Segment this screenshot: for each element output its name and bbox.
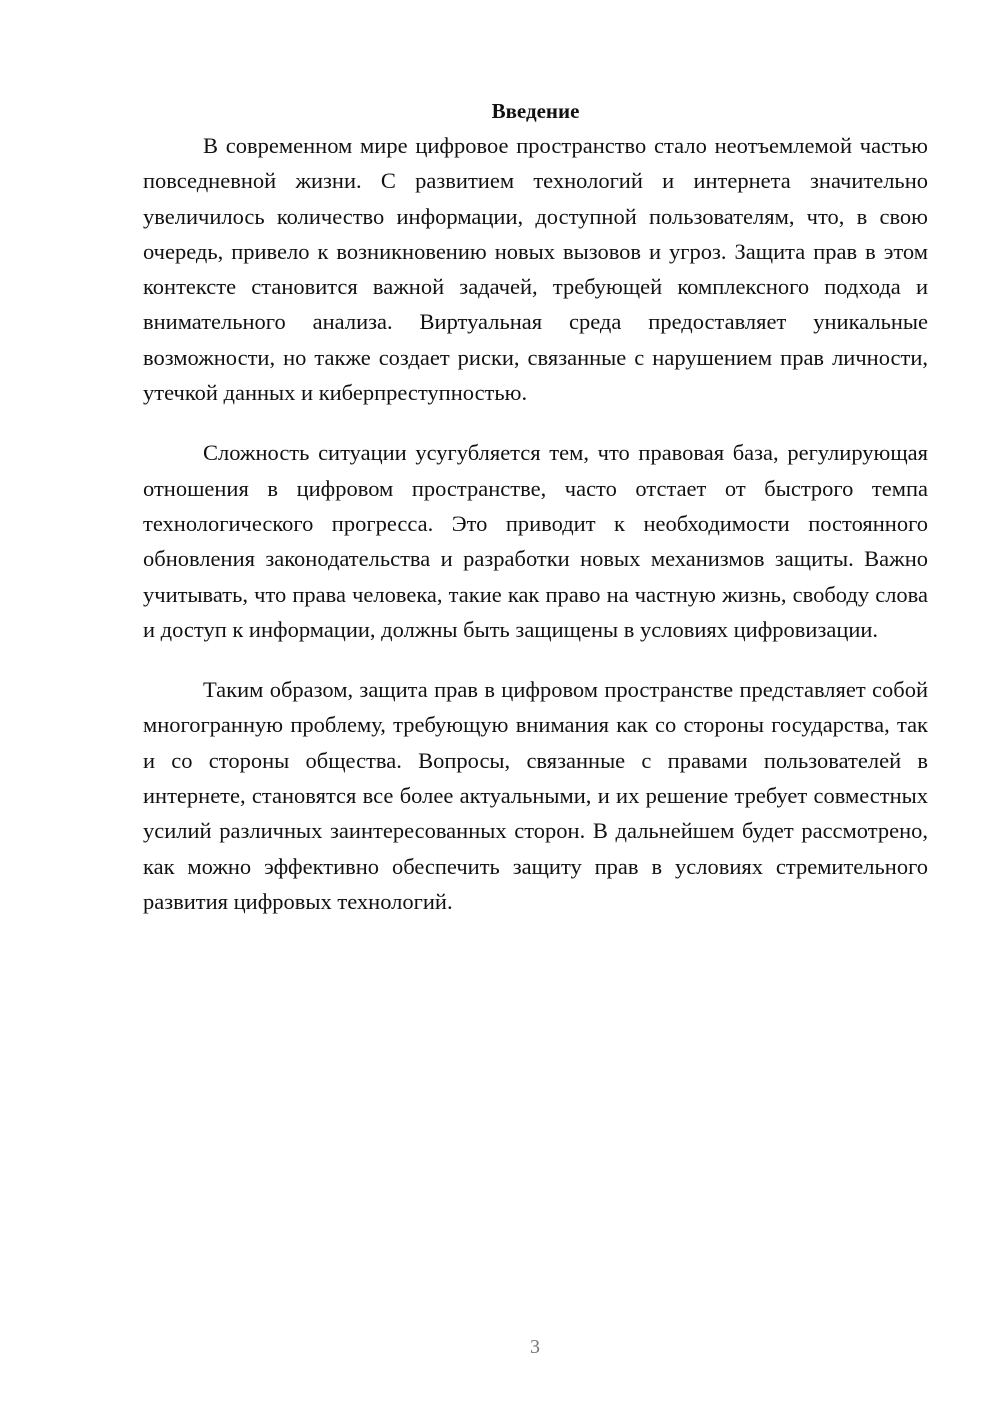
page-number: 3 [530, 1336, 540, 1358]
paragraph-3: Таким образом, защита прав в цифровом пространстве представляет собой многогранную проблему, требующую внимания как со стороны государства, так и со стороны общества. Вопросы, связанные с правами пользователей в интернете, становятся все более актуальными, и их решение требует совместных усилий различных заинтересованных сторон. В дальнейшем будет рассмотрено, как можно эффективно обеспечить защиту прав в условиях стремительного развития цифровых технологий. [143, 677, 928, 914]
section-heading: Введение [491, 99, 580, 123]
paragraph-1: В современном мире цифровое пространство стало неотъемлемой частью повседневной жизни. С развитием технологий и интернета значительно увеличилось количество информации, доступной пользователям, что, в свою очередь, привело к возникновению новых вызовов и угроз. Защита прав в этом контексте становится важной задачей, требующей комплексного подхода и внимательного анализа. Виртуальная среда предоставляет уникальные возможности, но также создает риски, связанные с нарушением прав личности, утечкой данных и киберпреступностью. [143, 133, 928, 406]
paragraph-2: Сложность ситуации усугубляется тем, что правовая база, регулирующая отношения в цифровом пространстве, часто отстает от быстрого темпа технологического прогресса. Это приводит к необходимости постоянного обновления законодательства и разработки новых механизмов защиты. Важно учитывать, что права человека, такие как право на частную жизнь, свободу слова и доступ к информации, должны быть защищены в условиях цифровизации. [143, 440, 928, 642]
page-content [143, 96, 928, 944]
